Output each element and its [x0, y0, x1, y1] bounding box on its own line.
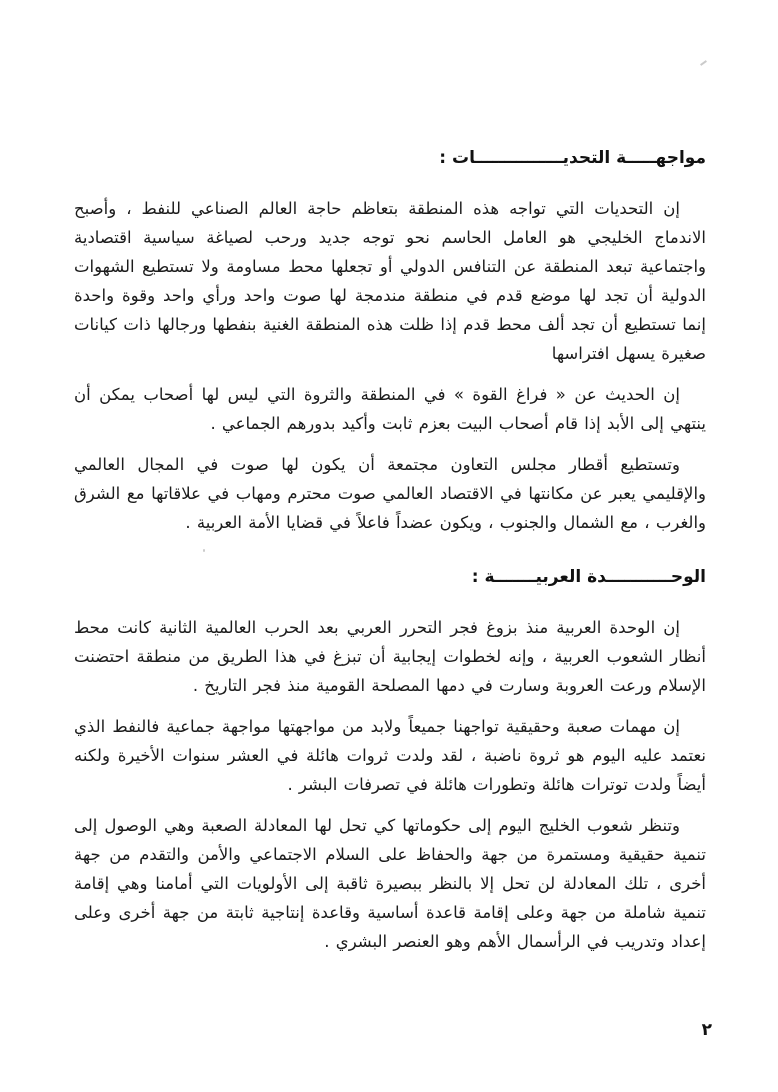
paragraph-unity-1: إن الوحدة العربية منذ بزوغ فجر التحرر العربي بعد الحرب العالمية الثانية كانت محط أنظار الشعوب العربية ، وإنه لخطوات إيجابية أن تبزغ في هذا الطريق من منطقة احتضنت الإسلام ورعت العروبة وسارت في دمها المصلحة القومية منذ فجر التاريخ .	[74, 618, 706, 695]
section-heading-challenges: مواجهـــــة التحديـــــــــــــــات :	[439, 148, 706, 168]
page-content	[74, 148, 706, 968]
section-heading-arab-unity: الوحـــــــــــدة العربيـــــــة :	[471, 567, 706, 587]
paragraph-unity-2: إن مهمات صعبة وحقيقية تواجهنا جميعاً ولابد من مواجهتها مواجهة جماعية فالنفط الذي نعتمد عليه اليوم هو ثروة ناضبة ، لقد ولدت ثروات هائلة في العشر سنوات الأخيرة ولكنه أيضاً ولدت توترات هائلة وتطورات هائلة في تصرفات البشر .	[74, 717, 706, 794]
paragraph-challenges-3: وتستطيع أقطار مجلس التعاون مجتمعة أن يكون لها صوت في المجال العالمي والإقليمي يعبر عن مكانتها في الاقتصاد العالمي صوت محترم ومهاب في علاقاتها مع الشرق والغرب ، مع الشمال والجنوب ، ويكون عضداً فاعلاً في قضايا الأمة العربية .	[74, 455, 706, 532]
paragraph-challenges-1: إن التحديات التي تواجه هذه المنطقة بتعاظم حاجة العالم الصناعي للنفط ، وأصبح الاندماج الخليجي هو العامل الحاسم نحو توجه جديد ورحب لصياغة سياسية اقتصادية واجتماعية تبعد المنطقة عن التنافس الدولي أو تجعلها محط مساومة ولا تستطيع الشهوات الدولية أن تجد لها موضع قدم في منطقة مندمجة لها صوت واحد ورأي واحد وقوة واحدة إنما تستطيع أن تجد ألف محط قدم إذا ظلت هذه المنطقة الغنية بنفطها ورجالها ذات كيانات صغيرة يسهل افتراسها	[74, 199, 706, 363]
paragraph-challenges-2: إن الحديث عن « فراغ القوة » في المنطقة والثروة التي ليس لها أصحاب يمكن أن ينتهي إلى الأبد إذا قام أصحاب البيت بعزم ثابت وأكيد بدورهم الجماعي .	[74, 385, 706, 433]
scan-artifact	[700, 60, 707, 66]
paragraph-unity-3: وتنظر شعوب الخليج اليوم إلى حكوماتها كي تحل لها المعادلة الصعبة وهي الوصول إلى تنمية حقيقية ومستمرة من جهة والحفاظ على السلام الاجتماعي والأمن والتقدم من جهة أخرى ، تلك المعادلة لن تحل إلا بالنظر ببصيرة ثاقبة إلى الأولويات التي أمامنا وهي إقامة تنمية شاملة من جهة وعلى إقامة قاعدة أساسية وقاعدة إنتاجية ثابتة من جهة أخرى وعلى إعداد وتدريب في الرأسمال الأهم وهو العنصر البشري .	[74, 816, 706, 951]
page-number: ٢	[701, 1020, 712, 1040]
